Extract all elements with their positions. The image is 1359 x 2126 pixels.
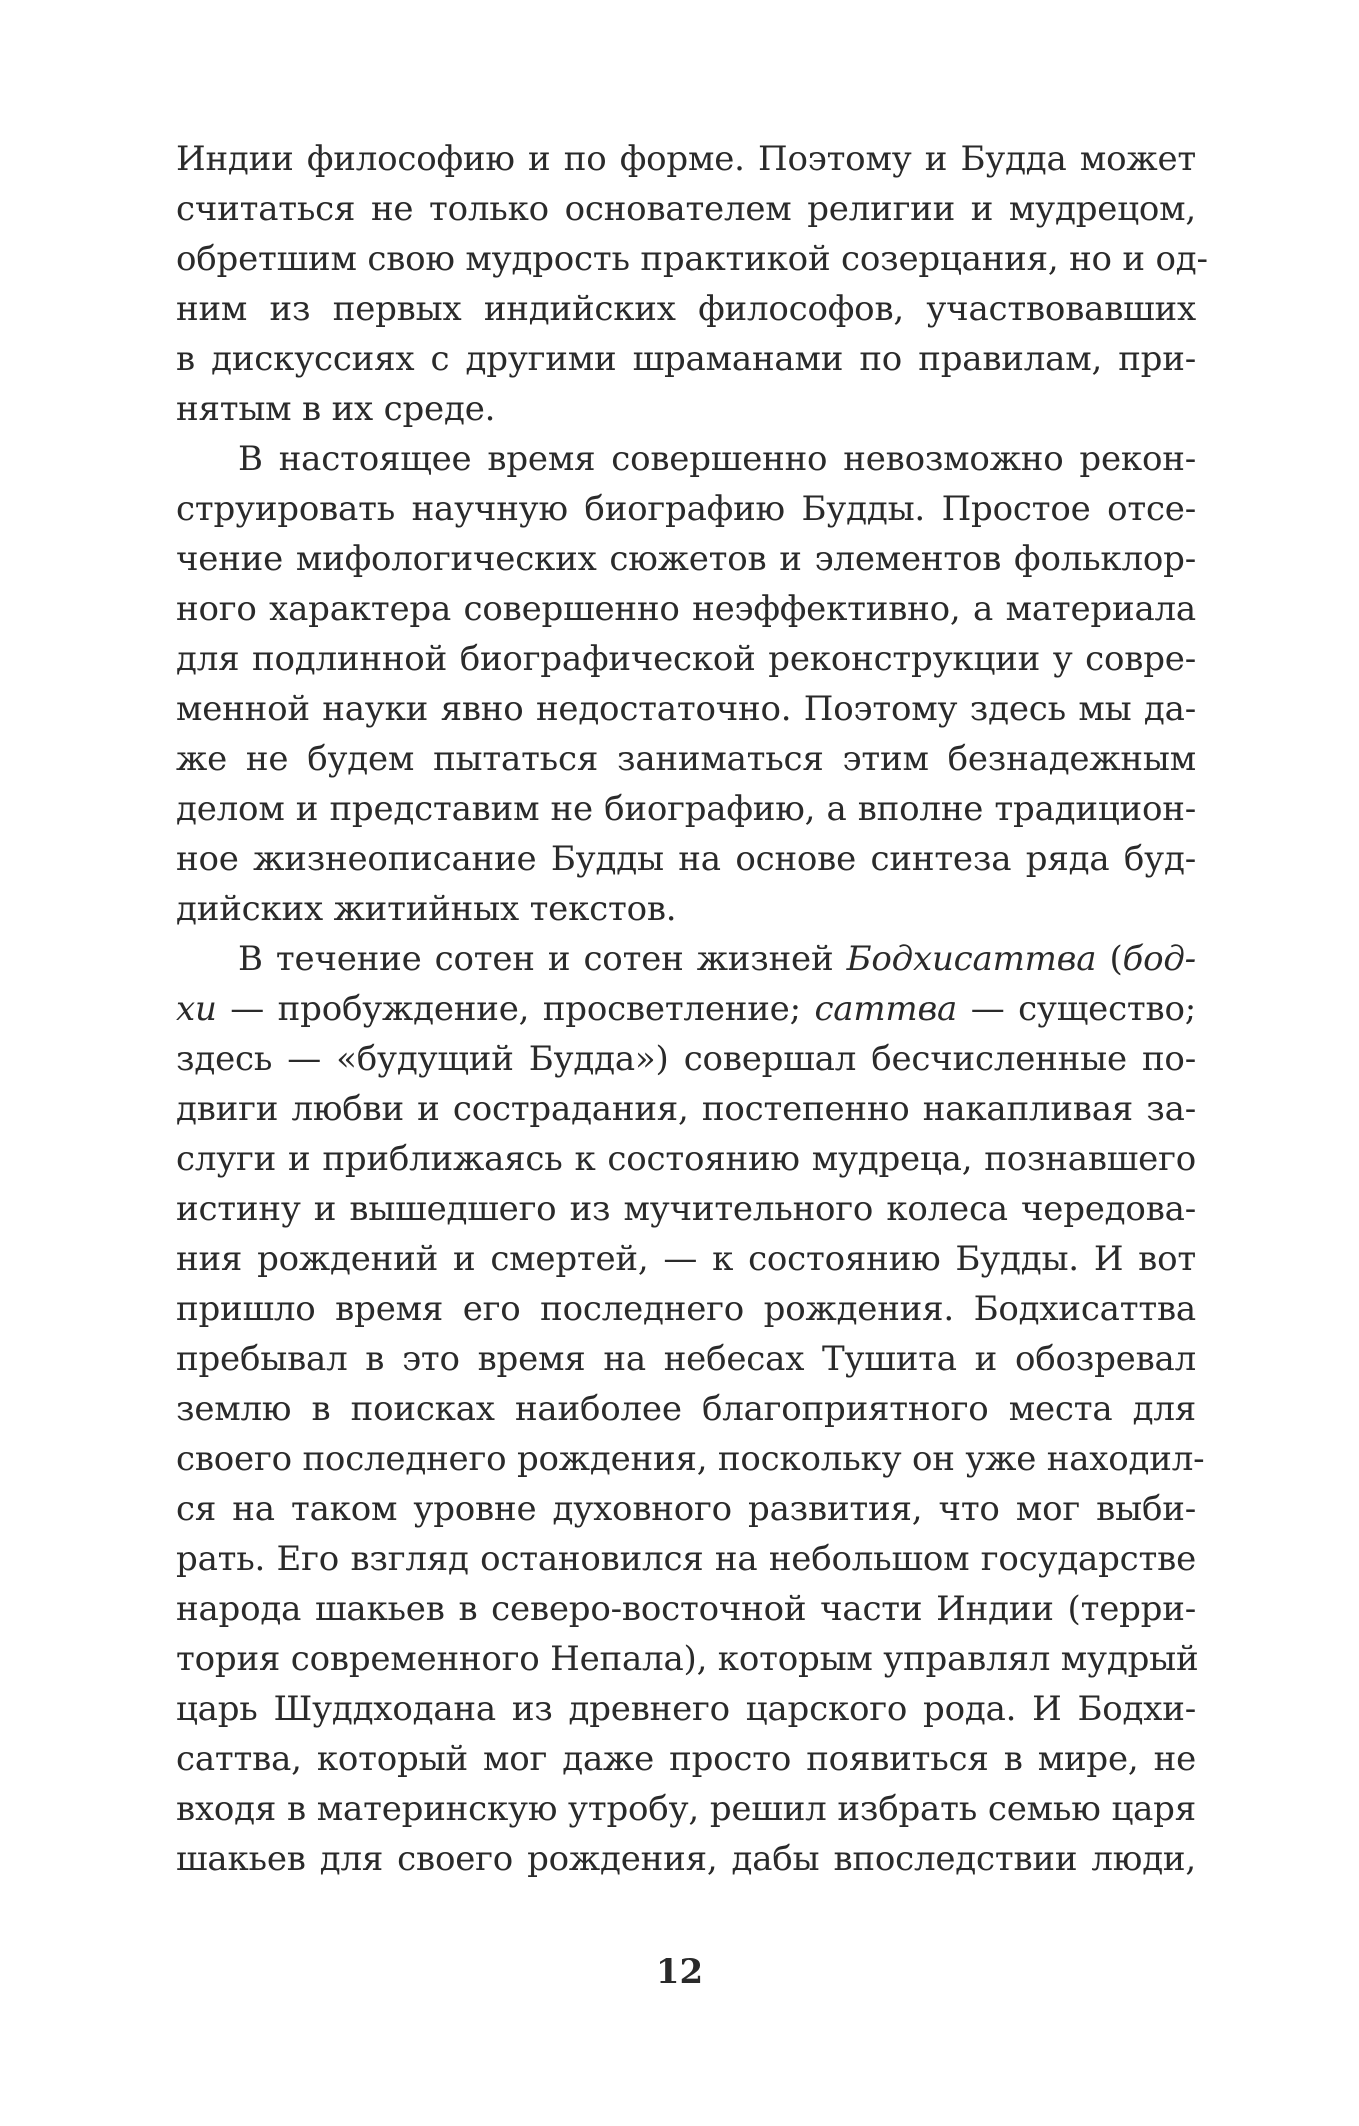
text-line: нятым в их среде.	[176, 389, 496, 429]
text-line: входя в материнскую утробу, решил избрать семью царя	[176, 1789, 1196, 1829]
text-run: (	[1096, 939, 1123, 979]
text-run: — пробуждение, просветление;	[216, 989, 815, 1029]
text-line: пришло время его последнего рождения. Бодхисаттва	[176, 1289, 1196, 1329]
text-line: слуги и приближаясь к состоянию мудреца, познавшего	[176, 1139, 1196, 1179]
text-line: обретшим свою мудрость практикой созерцания, но и од-	[176, 239, 1208, 279]
text-line: ся на таком уровне духовного развития, что мог выби-	[176, 1489, 1196, 1529]
text-line: истину и вышедшего из мучительного колеса чередова-	[176, 1189, 1196, 1229]
text-line: народа шакьев в северо-восточной части Индии (терри-	[176, 1589, 1196, 1629]
text-line: ним из первых индийских философов, участвовавших	[176, 289, 1196, 329]
text-line: же не будем пытаться заниматься этим безнадежным	[176, 739, 1196, 779]
text-line: считаться не только основателем религии и мудрецом,	[176, 189, 1196, 229]
text-line-mixed	[176, 934, 1196, 984]
text-line: царь Шуддходана из древнего царского рода. И Бодхи-	[176, 1689, 1196, 1729]
italic-term: бод-	[1122, 939, 1196, 979]
text-line: ного характера совершенно неэффективно, а материала	[176, 589, 1196, 629]
italic-term: хи	[176, 989, 217, 1029]
text-line-mixed	[176, 984, 1196, 1034]
text-line: ния рождений и смертей, — к состоянию Будды. И вот	[176, 1239, 1196, 1279]
text-line: струировать научную биографию Будды. Простое отсе-	[176, 489, 1196, 529]
italic-term: Бодхисаттва	[846, 939, 1097, 979]
text-run: В течение сотен и сотен жизней	[238, 939, 847, 979]
text-line: делом и представим не биографию, а вполне традицион-	[176, 789, 1196, 829]
text-line: шакьев для своего рождения, дабы впоследствии люди,	[176, 1839, 1196, 1879]
text-line: В настоящее время совершенно невозможно рекон-	[238, 439, 1196, 479]
text-line: здесь — «будущий Будда») совершал бесчисленные по-	[176, 1039, 1196, 1079]
text-line: Индии философию и по форме. Поэтому и Будда может	[176, 139, 1196, 179]
text-line: менной науки явно недостаточно. Поэтому здесь мы да-	[176, 689, 1196, 729]
text-line: рать. Его взгляд остановился на небольшом государстве	[176, 1539, 1196, 1579]
text-line: пребывал в это время на небесах Тушита и обозревал	[176, 1339, 1196, 1379]
text-line: землю в поисках наиболее благоприятного места для	[176, 1389, 1196, 1429]
text-line: чение мифологических сюжетов и элементов фольклор-	[176, 539, 1196, 579]
text-line: саттва, который мог даже просто появиться в мире, не	[176, 1739, 1196, 1779]
text-line: дийских житийных текстов.	[176, 889, 677, 929]
text-line: двиги любви и сострадания, постепенно накапливая за-	[176, 1089, 1196, 1129]
text-line: ное жизнеописание Будды на основе синтеза ряда буд-	[176, 839, 1196, 879]
body-text	[176, 134, 1208, 1884]
text-line: тория современного Непала), которым управлял мудрый	[176, 1639, 1199, 1679]
text-line: для подлинной биографической реконструкции у совре-	[176, 639, 1196, 679]
text-run: — существо;	[957, 989, 1196, 1029]
italic-term: саттва	[814, 989, 958, 1029]
text-line: своего последнего рождения, поскольку он уже находил-	[176, 1439, 1205, 1479]
text-line: в дискуссиях с другими шраманами по правилам, при-	[176, 339, 1196, 379]
page-number: 12	[655, 1952, 704, 1992]
